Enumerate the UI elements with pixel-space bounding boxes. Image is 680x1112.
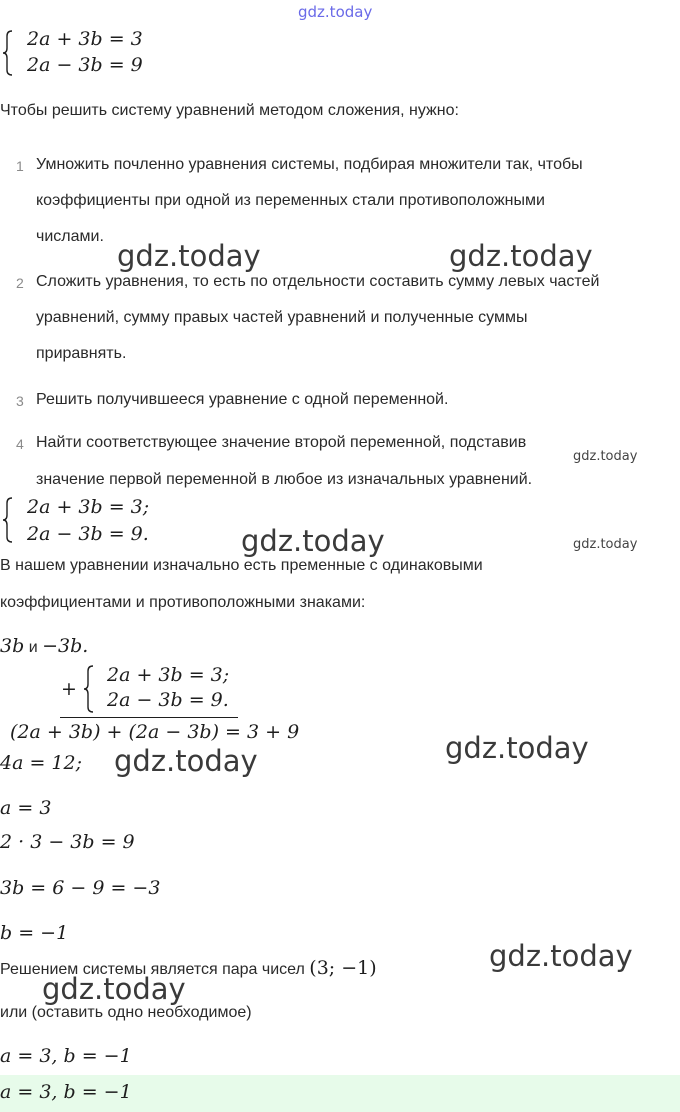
- intro-text: Чтобы решить систему уравнений методом сложения, нужно:: [0, 102, 459, 119]
- step-4-number: 4: [16, 436, 24, 452]
- paragraph-2-line-2: коэффициентами и противоположными знаками:: [0, 594, 366, 611]
- addition-eq2: 2a − 3b = 9.: [107, 689, 229, 711]
- answer-2: a = 3, b = −1: [0, 1081, 132, 1103]
- watermark: gdz.today: [489, 939, 633, 973]
- sum-rule: [60, 717, 238, 718]
- step-3-line-1: Решить получившееся уравнение с одной переменной.: [36, 391, 449, 408]
- watermark: gdz.today: [573, 537, 638, 552]
- step-1-number: 1: [16, 158, 24, 174]
- paragraph-2-line-1: В нашем уравнении изначально есть пременные с одинаковыми: [0, 557, 483, 574]
- step-2-line-2: уравнений, сумму правых частей уравнений и полученные суммы: [36, 309, 528, 326]
- step-2-number: 2: [16, 275, 24, 291]
- watermark: gdz.today: [117, 239, 261, 273]
- solution-pair: (3; −1): [309, 957, 377, 979]
- work-line-3: 2 · 3 − 3b = 9: [0, 831, 135, 853]
- step-4-line-1: Найти соответствующее значение второй переменной, подставив: [36, 434, 527, 451]
- step-2-line-1: Сложить уравнения, то есть по отдельности составить сумму левых частей: [36, 273, 600, 290]
- system-1-eq1: 2a + 3b = 3: [27, 28, 143, 50]
- system-1-eq2: 2a − 3b = 9: [27, 54, 143, 76]
- coef-conj: и: [24, 639, 43, 656]
- coefficients-line: [0, 635, 88, 657]
- work-line-2: a = 3: [0, 797, 52, 819]
- step-1-line-2: коэффициенты при одной из переменных стали противоположными: [36, 192, 545, 209]
- step-1-line-1: Умножить почленно уравнения системы, подбирая множители так, чтобы: [36, 156, 583, 173]
- left-brace-icon: [84, 665, 94, 713]
- left-brace-icon: [3, 497, 13, 543]
- solution-text: Решением системы является пара чисел: [0, 961, 310, 978]
- step-4-line-2: значение первой переменной в любое из изначальных уравнений.: [36, 471, 533, 488]
- system-2-eq1: 2a + 3b = 3;: [27, 496, 150, 518]
- watermark: gdz.today: [42, 972, 186, 1006]
- watermark: gdz.today: [114, 744, 258, 778]
- step-1-line-3: числами.: [36, 228, 104, 245]
- coef-a: 3b: [0, 635, 25, 657]
- work-line-1: 4a = 12;: [0, 752, 82, 774]
- addition-eq1: 2a + 3b = 3;: [107, 664, 230, 686]
- system-2-eq2: 2a − 3b = 9.: [27, 523, 149, 545]
- coef-b: −3b.: [42, 635, 89, 657]
- work-line-5: b = −1: [0, 922, 69, 944]
- left-brace-icon: [3, 30, 13, 76]
- step-2-line-3: приравнять.: [36, 345, 127, 362]
- solution-alt: или (оставить одно необходимое): [0, 1004, 252, 1021]
- addition-sum: (2a + 3b) + (2a − 3b) = 3 + 9: [10, 721, 300, 743]
- watermark: gdz.today: [573, 449, 638, 464]
- plus-sign: +: [61, 678, 77, 700]
- watermark-top: gdz.today: [298, 3, 373, 21]
- watermark: gdz.today: [241, 524, 385, 558]
- step-3-number: 3: [16, 393, 24, 409]
- work-line-4: 3b = 6 − 9 = −3: [0, 877, 161, 899]
- watermark: gdz.today: [449, 239, 593, 273]
- answer-1: a = 3, b = −1: [0, 1045, 132, 1067]
- watermark: gdz.today: [445, 731, 589, 765]
